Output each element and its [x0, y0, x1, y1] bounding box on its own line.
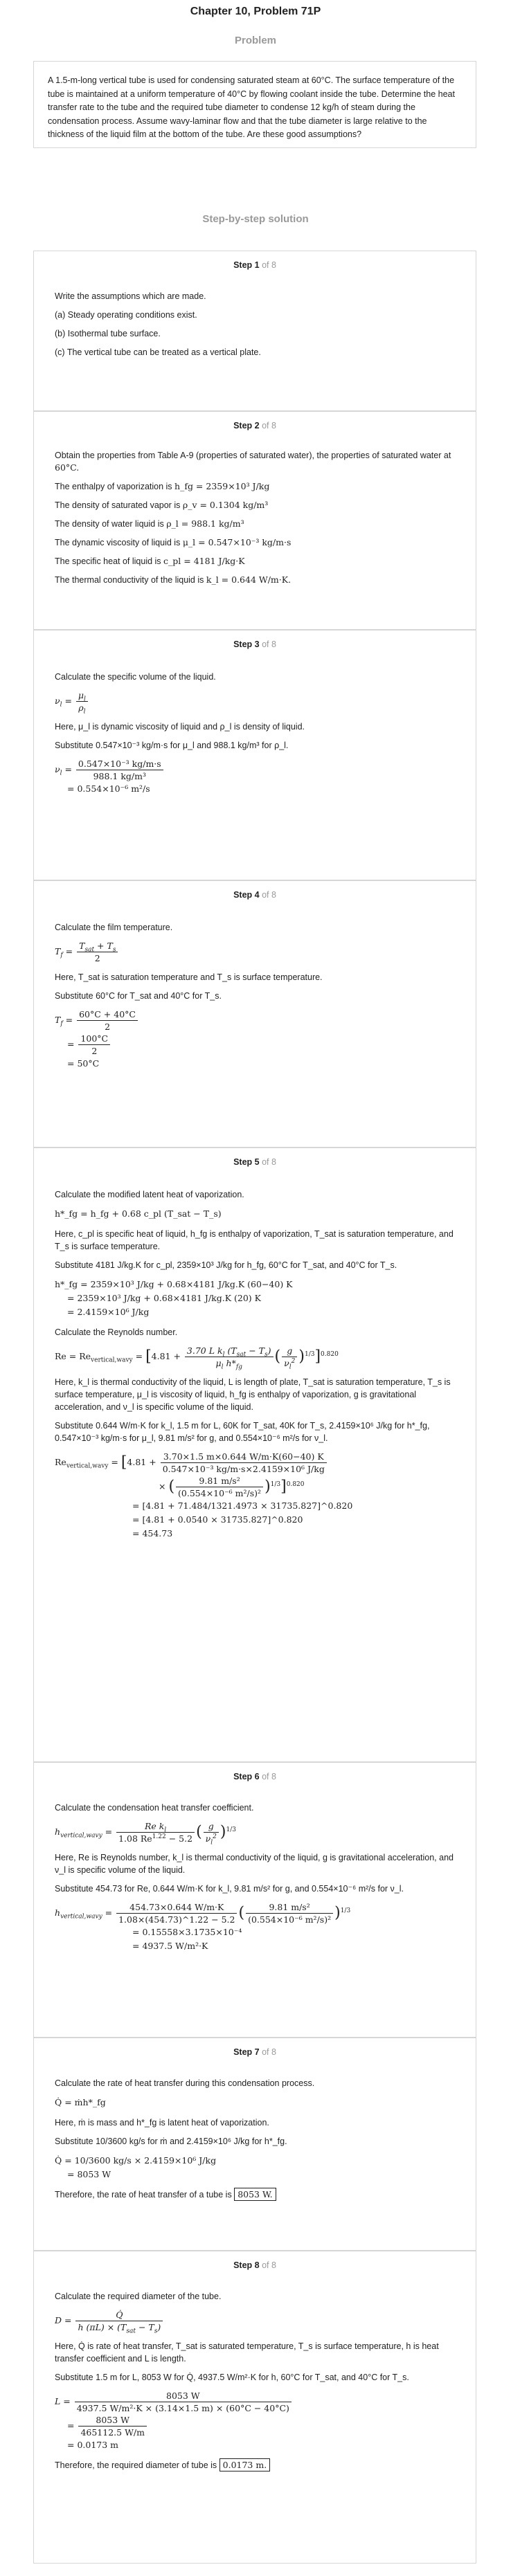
property-row: The specific heat of liquid is c_pl = 4181 J/kg·K — [55, 556, 245, 566]
reynolds-calc: $Re_{vertical,wavy} = [4.81$ + $\frac{3.70\times 1.5 m\times 0.644 W/m\cdot K(60-40) K}{\text{0.547×10⁻³ kg/m·s×2.4159×10⁶ J/kg}}$ × ( $\frac{\text{9.81 m/s²}}{\text{(0.554×10⁻⁶ m²/s)²}}$ )$^{1/3}$]$^{0.820}$ = [4.81 + 71.484/1321.4973 × 31735.827]^0.820 = [4.81 + 0.0540 × 31735.827]^0.820 = 454.73 — [55, 1451, 353, 1539]
diameter-calc: L = $\frac{8053 W}{\text{4937.5 W/m²·K × (3.14×1.5 m) × (60°C − 40°C)}}$ = $\frac{8053 W}{465112.5 W/m}$ = 0.0173 m — [55, 2390, 460, 2452]
step-2-intro: Obtain the properties from Table A-9 (properties of saturated water), the properties of saturated water at 60°C. — [55, 451, 451, 473]
step-4-here: Here, T_sat is saturation temperature and T_s is surface temperature. — [55, 972, 323, 982]
step-3-intro: Calculate the specific volume of the liquid. — [55, 672, 216, 682]
step-6-here: Here, Re is Reynolds number, k_l is thermal conductivity of the liquid, g is gravitational acceleration, and ν_l is specific volume of the liquid. — [55, 1853, 454, 1875]
step-2-header: Step 2 of 8 — [233, 421, 276, 430]
step-1-line: (c) The vertical tube can be treated as a vertical plate. — [55, 347, 261, 357]
modified-latent-heat-calc: h*_fg = 2359×10³ J/kg + 0.68×4181 J/kg.K (60−40) K = 2359×10³ J/kg + 0.68×4181 J/kg.K (20) K = 2.4159×10⁶ J/kg — [55, 1279, 293, 1317]
step-7-here: Here, ṁ is mass and h*_fg is latent heat of vaporization. — [55, 2118, 269, 2128]
step-1-line: (a) Steady operating conditions exist. — [55, 310, 197, 320]
specific-volume-formula: $\nu_l$ = $\frac{\mu_l}{\rho_l}$ — [55, 689, 460, 714]
step-5-subst: Substitute 4181 J/kg.K for c_pl, 2359×10³ J/kg for h_fg, 60°C for T_sat, and 40°C for T_s. — [55, 1260, 397, 1270]
step-5-header: Step 5 of 8 — [233, 1157, 276, 1167]
reynolds-here: Here, k_l is thermal conductivity of the liquid, L is length of plate, T_sat is saturation temperature, T_s is surface temperature, μ_l is viscosity of liquid, h_fg is enthalpy of vaporization, g is gravitational acceleration, and ν_l is specific volume of the liquid. — [55, 1377, 451, 1412]
problem-heading: Problem — [234, 35, 276, 46]
film-temperature-formula: $T_f$ = $\frac{T_{sat} + T_s}{2}$ — [55, 940, 460, 964]
property-row: The enthalpy of vaporization is h_fg = 2359×10³ J/kg — [55, 481, 270, 491]
step-1-line: (b) Isothermal tube surface. — [55, 329, 161, 338]
property-row: The density of saturated vapor is ρ_v = 0.1304 kg/m³ — [55, 500, 269, 510]
specific-volume-calc: $\nu_l$ = $\frac{\text{0.547×10⁻³ kg/m·s}}{\text{988.1 kg/m³}}$ = 0.554×10⁻⁶ m²/s — [55, 758, 460, 796]
step-6-intro: Calculate the condensation heat transfer coefficient. — [55, 1803, 254, 1813]
step-5-here: Here, c_pl is specific heat of liquid, h_fg is enthalpy of vaporization, T_sat is saturation temperature, and T_s is surface temperature. — [55, 1229, 454, 1251]
heat-rate-conclusion: Therefore, the rate of heat transfer of a tube is 8053 W. — [55, 2188, 460, 2201]
film-temperature-calc: $T_f$ = $\frac{60^\circ C + 40^\circ C}{2}$ = $\frac{100^\circ C}{2}$ = 50°C — [55, 1008, 460, 1071]
reynolds-subst: Substitute 0.644 W/m·K for k_l, 1.5 m for L, 60K for T_sat, 40K for T_s, 2.4159×10⁶ J/kg for h*_fg, 0.547×10⁻³ kg/m·s for μ_l, 9.81 m/s² for g, and 0.554×10⁻⁶ m²/s for ν_l. — [55, 1421, 430, 1443]
reynolds-formula: $Re = Re_{vertical,wavy} = [4.81$ + $\frac{3.70 L k_l (T_{sat} - T_s)}{\mu_l h*_{fg}}$ ( $\frac{g}{\nu_l^2}$ )$^{1/3}$]$^{0.820}$ — [55, 1345, 339, 1371]
reynolds-intro: Calculate the Reynolds number. — [55, 1327, 178, 1337]
step-4-card — [33, 880, 476, 1148]
problem-text: A 1.5-m-long vertical tube is used for condensing saturated steam at 60°C. The surface temperature of the tube is maintained at a uniform temperature of 40°C by flowing coolant inside the tube. Determine the heat transfer rate to the tube and the required tube diameter to condense 12 kg/h of steam during the condensation process. Assume wavy-laminar flow and that the tube diameter is large relative to the thickness of the liquid film at the bottom of the tube. Are these good assumptions? — [48, 75, 455, 139]
diameter-formula: D = $\frac{Q̇}{h (\pi L) \times (T_{sat} - T_s)}$ — [55, 2309, 460, 2333]
step-7-card — [33, 2038, 476, 2251]
heat-rate-formula: Q̇ = ṁh*_fg — [55, 2097, 106, 2107]
problem-statement — [33, 61, 476, 148]
step-6-subst: Substitute 454.73 for Re, 0.644 W/m·K for k_l, 9.81 m/s² for g, and 0.554×10⁻⁶ m²/s for ν_l. — [55, 1884, 404, 1894]
page-title: Chapter 10, Problem 71P — [190, 6, 321, 17]
diameter-conclusion: Therefore, the required diameter of tube is 0.0173 m. — [55, 2459, 460, 2471]
property-row: The thermal conductivity of the liquid is k_l = 0.644 W/m·K. — [55, 574, 292, 585]
property-row: The density of water liquid is ρ_l = 988.1 kg/m³ — [55, 518, 244, 529]
step-8-intro: Calculate the required diameter of the tube. — [55, 2292, 222, 2301]
step-6-card — [33, 1762, 476, 2038]
step-8-subst: Substitute 1.5 m for L, 8053 W for Q̇, 4937.5 W/m²·K for h, 60°C for T_sat, and 40°C for T_s. — [55, 2373, 409, 2382]
modified-latent-heat-formula: h*_fg = h_fg + 0.68 c_pl (T_sat − T_s) — [55, 1208, 222, 1219]
step-6-header: Step 6 of 8 — [233, 1772, 276, 1781]
step-1-line: Write the assumptions which are made. — [55, 291, 206, 301]
step-3-header: Step 3 of 8 — [233, 640, 276, 649]
step-3-subst: Substitute 0.547×10⁻³ kg/m·s for μ_l and 988.1 kg/m³ for ρ_l. — [55, 741, 289, 750]
diameter-answer: 0.0173 m. — [219, 2458, 271, 2471]
step-4-header: Step 4 of 8 — [233, 890, 276, 900]
property-row: The dynamic viscosity of liquid is μ_l = 0.547×10⁻³ kg/m·s — [55, 537, 292, 547]
step-8-card — [33, 2251, 476, 2564]
heat-transfer-coefficient-calc: $h_{vertical,wavy}$ = $\frac{454.73\times 0.644 W/m\cdot K}{1.08\times(454.73)\^{}1.22 - 5.2}$ ( $\frac{\text{9.81 m/s²}}{\text{(0.554×10⁻⁶ m²/s)²}}$ )$^{1/3}$ = 0.15558×3.1735×10⁻⁴ = 4937.5 W/m²·K — [55, 1902, 351, 1951]
step-4-intro: Calculate the film temperature. — [55, 923, 173, 932]
step-4-subst: Substitute 60°C for T_sat and 40°C for T_s. — [55, 991, 222, 1001]
heat-transfer-coefficient-formula: $h_{vertical,wavy}$ = $\frac{Re k_l}{1.08 Re^{1.22} - 5.2}$ ( $\frac{g}{\nu_l^2}$ )$^{1/3}$ — [55, 1821, 236, 1847]
solution-heading: Step-by-step solution — [202, 213, 309, 225]
step-3-here: Here, μ_l is dynamic viscosity of liquid and ρ_l is density of liquid. — [55, 722, 305, 732]
step-7-subst: Substitute 10/3600 kg/s for ṁ and 2.4159×10⁶ J/kg for h*_fg. — [55, 2137, 287, 2146]
step-3-card — [33, 630, 476, 880]
step-8-header: Step 8 of 8 — [233, 2260, 276, 2270]
step-8-here: Here, Q̇ is rate of heat transfer, T_sat is saturated temperature, T_s is surface temperature, h is heat transfer coefficient and L is length. — [55, 2341, 439, 2364]
heat-rate-answer: 8053 W. — [234, 2188, 276, 2201]
step-2-card — [33, 411, 476, 630]
step-1-header: Step 1 of 8 — [233, 260, 276, 270]
step-1-card — [33, 251, 476, 411]
step-5-card — [33, 1148, 476, 1762]
step-5-intro: Calculate the modified latent heat of vaporization. — [55, 1190, 244, 1199]
step-7-header: Step 7 of 8 — [233, 2047, 276, 2057]
heat-rate-calc: Q̇ = 10/3600 kg/s × 2.4159×10⁶ J/kg = 8053 W — [55, 2155, 217, 2179]
step-7-intro: Calculate the rate of heat transfer during this condensation process. — [55, 2078, 315, 2088]
